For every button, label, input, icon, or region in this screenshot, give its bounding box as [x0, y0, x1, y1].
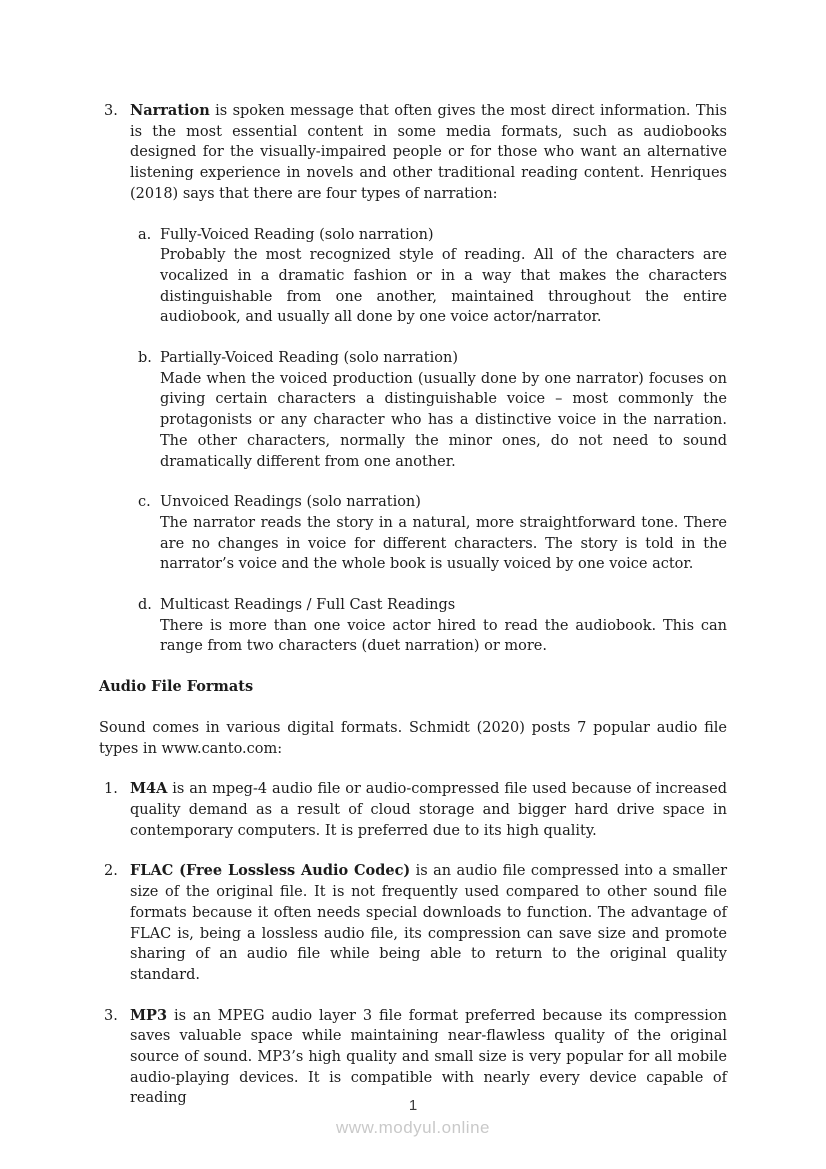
format-text: is an mpeg-4 audio file or audio-compressed file used because of increased quality demand as a result of cloud storage and bigger hard drive space in contemporary computers. It is preferred due to its high quality.	[130, 781, 727, 839]
narration-type-letter: b.	[138, 350, 152, 367]
format-text: is an MPEG audio layer 3 file format preferred because its compression saves valuable space while maintaining near-flawless quality of the original source of sound. MP3’s high quality and small size is very popular for all mobile audio-playing devices. It is compatible with nearly every device capable of reading	[130, 1007, 727, 1107]
narration-type-item-d	[138, 595, 727, 657]
format-text: is an audio file compressed into a smaller size of the original file. It is not frequently used compared to other sound file formats because it often needs special downloads to function. The advantage of FLAC is, being a lossless audio file, its compression can save size and promote sharing of an audio file while being able to return to the original quality standard.	[130, 863, 727, 983]
narration-type-item-a	[138, 225, 727, 329]
narration-type-title: Unvoiced Readings (solo narration)	[160, 494, 421, 511]
narration-type-body	[160, 595, 727, 657]
narration-type-body	[160, 225, 727, 329]
format-term: MP3	[130, 1006, 168, 1024]
narration-type-title: Fully-Voiced Reading (solo narration)	[160, 226, 434, 243]
narration-type-item-c	[138, 492, 727, 575]
format-item-m4a	[99, 779, 727, 841]
audio-formats-heading: Audio File Formats	[99, 678, 254, 696]
watermark-url: www.modyul.online	[335, 1118, 490, 1137]
format-item-flac	[99, 861, 727, 985]
narration-term: Narration	[130, 102, 210, 119]
narration-type-letter: d.	[138, 597, 152, 614]
format-item-number: 2.	[104, 863, 118, 880]
format-item-paragraph	[130, 861, 727, 985]
narration-item-body	[130, 101, 727, 657]
narration-type-body	[160, 348, 727, 472]
format-item-number: 1.	[104, 781, 118, 798]
narration-type-item-b	[138, 348, 727, 472]
narration-type-text: The narrator reads the story in a natural, more straightforward tone. There are no changes in voice for different characters. The story is told in the narrator’s voice and the whole book is usually voiced by one voice actor.	[160, 514, 727, 573]
narration-type-title: Multicast Readings / Full Cast Readings	[160, 597, 456, 614]
narration-item-number: 3.	[104, 103, 118, 119]
page-number: 1	[408, 1097, 418, 1114]
narration-list-item	[99, 101, 727, 657]
format-item-paragraph	[130, 779, 727, 841]
narration-type-body	[160, 492, 727, 575]
narration-type-letter: c.	[138, 494, 151, 511]
narration-type-text: There is more than one voice actor hired to read the audiobook. This can range from two characters (duet narration) or more.	[160, 617, 727, 655]
narration-type-text: Probably the most recognized style of reading. All of the characters are vocalized in a dramatic fashion or in a way that makes the characters distinguishable from one another, maintained throughout the entire audiobook, and usually all done by one voice actor/narrator.	[160, 247, 727, 326]
audio-intro-paragraph: Sound comes in various digital formats. Schmidt (2020) posts 7 popular audio file types in www.canto.com:	[99, 719, 727, 757]
narration-types-list	[130, 225, 727, 658]
page-footer	[0, 1096, 826, 1139]
narration-type-letter: a.	[138, 226, 152, 243]
format-term: M4A	[130, 780, 168, 798]
format-item-number: 3.	[104, 1007, 118, 1024]
narration-paragraph	[130, 101, 727, 205]
format-term: FLAC (Free Lossless Audio Codec)	[130, 862, 411, 880]
narration-type-title: Partially-Voiced Reading (solo narration)	[160, 350, 458, 367]
format-item-body	[130, 779, 727, 841]
format-item-mp3	[99, 1006, 727, 1110]
format-item-paragraph	[130, 1006, 727, 1110]
page-content	[99, 101, 727, 1109]
narration-type-text: Made when the voiced production (usually done by one narrator) focuses on giving certain characters a distinguishable voice – most commonly the protagonists or any character who has a distinctive voice in the narration. The other characters, normally the minor ones, do not need to sound dramatically different from one another.	[160, 370, 727, 470]
format-item-body	[130, 1006, 727, 1110]
format-item-body	[130, 861, 727, 985]
narration-text: is spoken message that often gives the most direct information. This is the most essential content in some media formats, such as audiobooks designed for the visually-impaired people or for those who want an alternative listening experience in novels and other traditional reading content. Henriques (2018) says that there are four types of narration:	[130, 103, 727, 202]
